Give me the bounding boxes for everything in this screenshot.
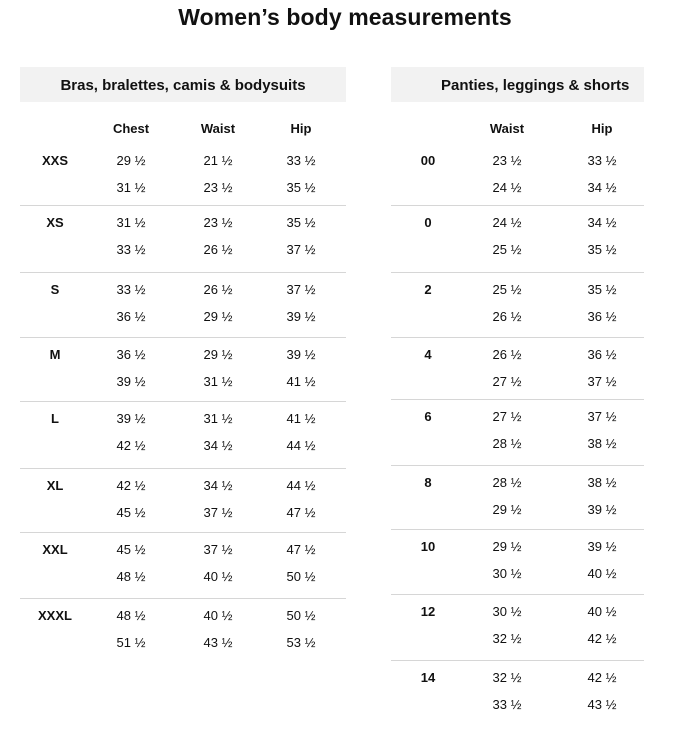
measurement-value: 38 ½ (587, 475, 617, 490)
measurement-value: 28 ½ (492, 436, 522, 451)
page-title: Women’s body measurements (178, 4, 512, 30)
measurement-value: 42 ½ (116, 438, 146, 453)
measurement-value: 42 ½ (587, 670, 617, 685)
measurement-value: 34 ½ (203, 438, 233, 453)
bras-column-headers (20, 102, 346, 145)
measurement-value: 21 ½ (203, 153, 233, 168)
bras-table-header: Bras, bralettes, camis & bodysuits (20, 67, 346, 102)
panties-table-rows (391, 144, 644, 731)
size-label: XL (46, 478, 64, 493)
size-label: 0 (424, 215, 432, 230)
column-header-waist: Waist (200, 121, 236, 136)
measurement-value: 33 ½ (116, 242, 146, 257)
measurement-value: 33 ½ (492, 697, 522, 712)
measurement-value: 28 ½ (492, 475, 522, 490)
measurement-value: 26 ½ (203, 242, 233, 257)
measurement-value: 53 ½ (286, 635, 316, 650)
table-row (391, 144, 644, 206)
measurement-value: 39 ½ (286, 347, 316, 362)
measurement-value: 25 ½ (492, 242, 522, 257)
size-label: XXL (42, 542, 68, 557)
measurement-value: 38 ½ (587, 436, 617, 451)
panties-column-headers (391, 102, 644, 145)
table-row (20, 533, 346, 599)
measurement-value: 24 ½ (492, 180, 522, 195)
measurement-value: 33 ½ (116, 282, 146, 297)
measurement-value: 47 ½ (286, 505, 316, 520)
measurement-value: 32 ½ (492, 631, 522, 646)
measurement-value: 44 ½ (286, 438, 316, 453)
measurement-value: 35 ½ (587, 282, 617, 297)
table-row (391, 595, 644, 661)
size-label: 12 (420, 604, 436, 619)
size-label: 4 (424, 347, 432, 362)
measurement-value: 39 ½ (587, 502, 617, 517)
table-row (20, 469, 346, 533)
measurement-value: 37 ½ (286, 282, 316, 297)
measurement-value: 45 ½ (116, 505, 146, 520)
table-row (391, 206, 644, 273)
bras-table-rows (20, 144, 346, 665)
measurement-value: 33 ½ (286, 153, 316, 168)
measurement-value: 34 ½ (203, 478, 233, 493)
measurement-value: 29 ½ (492, 502, 522, 517)
measurement-value: 36 ½ (116, 347, 146, 362)
measurement-value: 34 ½ (587, 215, 617, 230)
table-row (391, 661, 644, 731)
size-label: XXXL (38, 608, 72, 623)
measurement-value: 35 ½ (587, 242, 617, 257)
size-label: M (49, 347, 61, 362)
table-row (391, 400, 644, 466)
measurement-value: 40 ½ (587, 604, 617, 619)
measurement-value: 27 ½ (492, 374, 522, 389)
measurement-value: 25 ½ (492, 282, 522, 297)
table-row (20, 599, 346, 665)
measurement-value: 23 ½ (203, 180, 233, 195)
measurement-value: 24 ½ (492, 215, 522, 230)
bras-table (20, 67, 346, 650)
measurement-value: 43 ½ (203, 635, 233, 650)
measurement-value: 32 ½ (492, 670, 522, 685)
measurement-value: 40 ½ (587, 566, 617, 581)
measurement-value: 48 ½ (116, 569, 146, 584)
measurement-value: 40 ½ (203, 569, 233, 584)
measurement-value: 50 ½ (286, 608, 316, 623)
size-label: S (50, 282, 60, 297)
measurement-value: 37 ½ (203, 542, 233, 557)
measurement-value: 42 ½ (587, 631, 617, 646)
measurement-value: 31 ½ (116, 215, 146, 230)
measurement-value: 39 ½ (116, 374, 146, 389)
table-row (20, 338, 346, 402)
measurement-value: 50 ½ (286, 569, 316, 584)
measurement-value: 23 ½ (203, 215, 233, 230)
measurement-value: 34 ½ (587, 180, 617, 195)
size-label: 10 (420, 539, 436, 554)
table-row (20, 402, 346, 469)
size-label: 8 (424, 475, 432, 490)
measurement-value: 48 ½ (116, 608, 146, 623)
size-label: XXS (41, 153, 69, 168)
size-label: 2 (424, 282, 432, 297)
size-label: L (51, 411, 59, 426)
size-label: 00 (420, 153, 436, 168)
measurement-value: 26 ½ (492, 347, 522, 362)
size-label: 6 (424, 409, 432, 424)
measurement-value: 41 ½ (286, 374, 316, 389)
measurement-value: 31 ½ (203, 411, 233, 426)
measurement-value: 36 ½ (587, 347, 617, 362)
measurement-value: 47 ½ (286, 542, 316, 557)
measurement-value: 33 ½ (587, 153, 617, 168)
measurement-value: 37 ½ (587, 409, 617, 424)
panties-table-header: Panties, leggings & shorts (391, 67, 644, 102)
measurement-value: 36 ½ (116, 309, 146, 324)
column-header-hip: Hip (290, 121, 312, 136)
column-header-hip: Hip (591, 121, 613, 136)
table-row (20, 206, 346, 273)
measurement-value: 45 ½ (116, 542, 146, 557)
measurement-value: 26 ½ (203, 282, 233, 297)
measurement-value: 29 ½ (203, 347, 233, 362)
table-row (391, 530, 644, 595)
measurement-value: 31 ½ (116, 180, 146, 195)
table-row (391, 338, 644, 400)
size-label: XS (46, 215, 64, 230)
panties-table (391, 67, 644, 712)
size-label: 14 (420, 670, 436, 685)
measurement-value: 44 ½ (286, 478, 316, 493)
measurement-value: 31 ½ (203, 374, 233, 389)
measurement-value: 23 ½ (492, 153, 522, 168)
measurement-value: 41 ½ (286, 411, 316, 426)
measurement-value: 37 ½ (587, 374, 617, 389)
measurement-value: 27 ½ (492, 409, 522, 424)
table-row (20, 144, 346, 206)
measurement-value: 51 ½ (116, 635, 146, 650)
measurement-value: 36 ½ (587, 309, 617, 324)
measurement-value: 39 ½ (116, 411, 146, 426)
measurement-value: 35 ½ (286, 215, 316, 230)
measurement-value: 30 ½ (492, 604, 522, 619)
measurement-value: 29 ½ (116, 153, 146, 168)
measurement-value: 29 ½ (492, 539, 522, 554)
measurement-value: 39 ½ (286, 309, 316, 324)
measurement-value: 26 ½ (492, 309, 522, 324)
measurement-value: 40 ½ (203, 608, 233, 623)
measurement-value: 42 ½ (116, 478, 146, 493)
column-header-chest: Chest (112, 121, 150, 136)
column-header-waist: Waist (489, 121, 525, 136)
measurement-value: 37 ½ (203, 505, 233, 520)
measurement-value: 39 ½ (587, 539, 617, 554)
table-row (20, 273, 346, 338)
measurement-value: 35 ½ (286, 180, 316, 195)
measurement-value: 29 ½ (203, 309, 233, 324)
table-row (391, 273, 644, 338)
table-row (391, 466, 644, 530)
measurement-value: 43 ½ (587, 697, 617, 712)
measurement-value: 37 ½ (286, 242, 316, 257)
measurement-value: 30 ½ (492, 566, 522, 581)
